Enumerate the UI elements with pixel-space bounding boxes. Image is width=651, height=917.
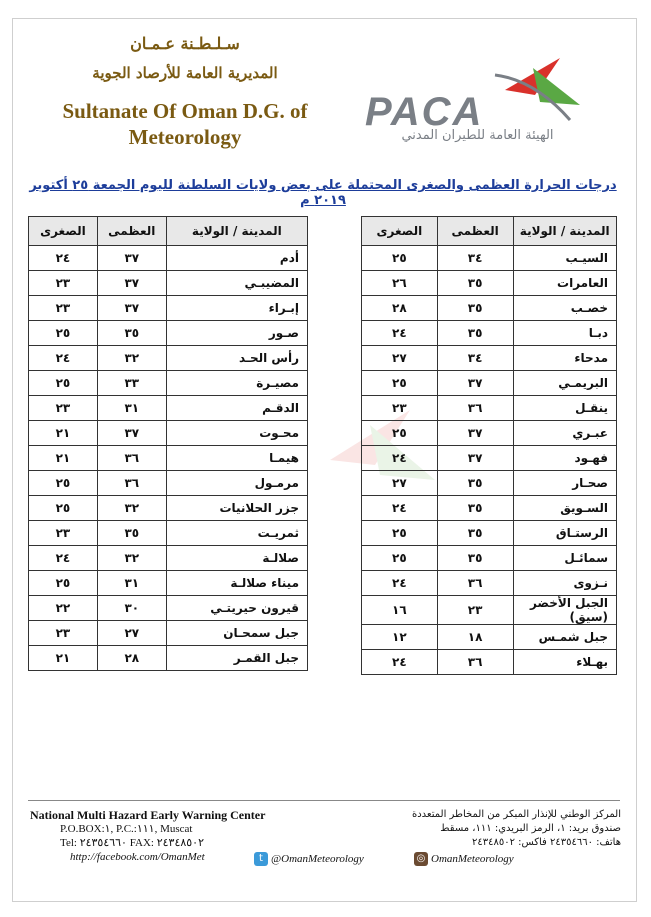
- min-temp-cell: ٢٥: [29, 496, 98, 521]
- table-row: [29, 646, 308, 671]
- table-row: [29, 271, 308, 296]
- instagram-handle-text: OmanMeteorology: [431, 853, 514, 865]
- max-temp-cell: ٢٣: [437, 596, 513, 625]
- table-row: [362, 346, 617, 371]
- city-cell: بهـلاء: [513, 650, 617, 675]
- min-temp-cell: ١٢: [362, 625, 438, 650]
- footer-address-en: P.O.BOX:١, P.C.:١١١, Muscat: [60, 823, 193, 835]
- temperature-table-left: [28, 216, 308, 671]
- max-temp-cell: ٣٧: [97, 421, 166, 446]
- min-temp-cell: ٢٥: [29, 321, 98, 346]
- max-temp-cell: ٣٥: [437, 271, 513, 296]
- city-cell: السـويق: [513, 496, 617, 521]
- max-temp-cell: ٣١: [97, 396, 166, 421]
- min-temp-cell: ٢٣: [29, 271, 98, 296]
- city-cell: هيمـا: [166, 446, 307, 471]
- max-temp-cell: ٣٧: [437, 421, 513, 446]
- city-cell: الجبل الأخضر (سيق): [513, 596, 617, 625]
- column-header-min: الصغرى: [362, 217, 438, 246]
- table-header-row: [29, 217, 308, 246]
- table-row: [29, 321, 308, 346]
- twitter-icon: t: [254, 852, 268, 866]
- max-temp-cell: ٢٨: [97, 646, 166, 671]
- footer-arabic: [412, 808, 621, 850]
- city-cell: ينقـل: [513, 396, 617, 421]
- min-temp-cell: ٢٥: [362, 546, 438, 571]
- max-temp-cell: ٣٤: [437, 246, 513, 271]
- table-row: [362, 371, 617, 396]
- max-temp-cell: ٣٥: [437, 546, 513, 571]
- min-temp-cell: ٢٦: [362, 271, 438, 296]
- max-temp-cell: ١٨: [437, 625, 513, 650]
- max-temp-cell: ٢٧: [97, 621, 166, 646]
- table-row: [362, 596, 617, 625]
- max-temp-cell: ٣٦: [97, 446, 166, 471]
- min-temp-cell: ٢٥: [362, 421, 438, 446]
- min-temp-cell: ٢٥: [29, 371, 98, 396]
- city-cell: فهـود: [513, 446, 617, 471]
- city-cell: إبـراء: [166, 296, 307, 321]
- max-temp-cell: ٣٧: [97, 296, 166, 321]
- footer-tel-ar: هاتف: ٢٤٣٥٤٦٦٠ فاكس: ٢٤٣٤٨٥٠٢: [471, 837, 621, 848]
- min-temp-cell: ٢٤: [29, 546, 98, 571]
- min-temp-cell: ٢٣: [29, 396, 98, 421]
- max-temp-cell: ٣٥: [437, 471, 513, 496]
- column-header-max: العظمى: [97, 217, 166, 246]
- table-row: [29, 546, 308, 571]
- footer-tel-en: Tel: ٢٤٣٥٤٦٦٠ FAX: ٢٤٣٤٨٥٠٢: [60, 837, 204, 849]
- max-temp-cell: ٣٥: [437, 321, 513, 346]
- max-temp-cell: ٣٧: [437, 371, 513, 396]
- max-temp-cell: ٣٧: [437, 446, 513, 471]
- table-row: [29, 621, 308, 646]
- twitter-handle[interactable]: [254, 852, 364, 866]
- min-temp-cell: ٢٣: [29, 296, 98, 321]
- footer-divider: [28, 800, 620, 801]
- city-cell: محـوت: [166, 421, 307, 446]
- min-temp-cell: ٢٣: [29, 621, 98, 646]
- city-cell: مصيـرة: [166, 371, 307, 396]
- header-arabic-directorate: المديرية العامة للأرصاد الجوية: [92, 64, 278, 82]
- header-english-line1: Sultanate Of Oman D.G. of: [62, 99, 308, 123]
- table-row: [362, 246, 617, 271]
- table-row: [29, 571, 308, 596]
- table-row: [362, 421, 617, 446]
- table-row: [362, 471, 617, 496]
- max-temp-cell: ٣٢: [97, 346, 166, 371]
- column-header-min: الصغرى: [29, 217, 98, 246]
- city-cell: سمائـل: [513, 546, 617, 571]
- table-row: [29, 296, 308, 321]
- table-row: [29, 521, 308, 546]
- table-row: [29, 246, 308, 271]
- table-row: [29, 471, 308, 496]
- min-temp-cell: ٢٥: [362, 371, 438, 396]
- column-header-city: المدينة / الولاية: [166, 217, 307, 246]
- city-cell: البريمـي: [513, 371, 617, 396]
- header-english-line2: Meteorology: [128, 125, 242, 149]
- temperature-table-right: [361, 216, 617, 675]
- max-temp-cell: ٣٧: [97, 271, 166, 296]
- paca-logo-text: PACA: [365, 90, 484, 134]
- twitter-handle-text: @OmanMeteorology: [271, 853, 364, 865]
- max-temp-cell: ٣٣: [97, 371, 166, 396]
- table-row: [362, 625, 617, 650]
- max-temp-cell: ٣١: [97, 571, 166, 596]
- city-cell: جبل شمـس: [513, 625, 617, 650]
- table-row: [362, 271, 617, 296]
- table-row: [29, 396, 308, 421]
- city-cell: العامرات: [513, 271, 617, 296]
- min-temp-cell: ٢٣: [29, 521, 98, 546]
- min-temp-cell: ٢١: [29, 421, 98, 446]
- city-cell: دبـا: [513, 321, 617, 346]
- table-row: [362, 571, 617, 596]
- table-row: [362, 546, 617, 571]
- city-cell: خصـب: [513, 296, 617, 321]
- table-row: [29, 446, 308, 471]
- min-temp-cell: ٢٢: [29, 596, 98, 621]
- min-temp-cell: ٢٤: [362, 571, 438, 596]
- max-temp-cell: ٣٥: [437, 521, 513, 546]
- paca-logo-subtitle: الهيئة العامة للطيران المدني: [401, 128, 554, 143]
- footer-center-name-en: National Multi Hazard Early Warning Center: [30, 808, 266, 822]
- table-row: [29, 346, 308, 371]
- table-row: [29, 496, 308, 521]
- max-temp-cell: ٣٤: [437, 346, 513, 371]
- min-temp-cell: ٢٤: [362, 650, 438, 675]
- city-cell: نـزوى: [513, 571, 617, 596]
- table-row: [29, 596, 308, 621]
- max-temp-cell: ٣٦: [97, 471, 166, 496]
- instagram-handle[interactable]: [414, 852, 514, 866]
- city-cell: ثمريـت: [166, 521, 307, 546]
- max-temp-cell: ٣٦: [437, 396, 513, 421]
- footer-english: [30, 808, 265, 864]
- city-cell: رأس الحـد: [166, 346, 307, 371]
- city-cell: المضيبـي: [166, 271, 307, 296]
- min-temp-cell: ٢٤: [362, 496, 438, 521]
- table-row: [362, 496, 617, 521]
- table-row: [29, 421, 308, 446]
- table-row: [362, 296, 617, 321]
- table-row: [362, 321, 617, 346]
- header-english-title: [60, 98, 310, 150]
- table-row: [362, 521, 617, 546]
- max-temp-cell: ٣٥: [437, 296, 513, 321]
- min-temp-cell: ٢٤: [29, 246, 98, 271]
- footer-address-ar: صندوق بريد: ١، الرمز البريدي: ١١١، مسقط: [440, 823, 621, 834]
- city-cell: الرستـاق: [513, 521, 617, 546]
- max-temp-cell: ٣٦: [437, 650, 513, 675]
- city-cell: مدحاء: [513, 346, 617, 371]
- city-cell: صـور: [166, 321, 307, 346]
- max-temp-cell: ٣٢: [97, 546, 166, 571]
- min-temp-cell: ٢٥: [362, 246, 438, 271]
- min-temp-cell: ٢٥: [29, 471, 98, 496]
- city-cell: جبل القمـر: [166, 646, 307, 671]
- table-row: [362, 396, 617, 421]
- column-header-city: المدينة / الولاية: [513, 217, 617, 246]
- city-cell: صحـار: [513, 471, 617, 496]
- min-temp-cell: ٢٨: [362, 296, 438, 321]
- min-temp-cell: ٢٥: [29, 571, 98, 596]
- city-cell: قيرون حيريتـي: [166, 596, 307, 621]
- city-cell: الدقـم: [166, 396, 307, 421]
- min-temp-cell: ١٦: [362, 596, 438, 625]
- max-temp-cell: ٣٢: [97, 496, 166, 521]
- city-cell: صلالـة: [166, 546, 307, 571]
- min-temp-cell: ٢١: [29, 646, 98, 671]
- min-temp-cell: ٢٧: [362, 471, 438, 496]
- city-cell: عبـري: [513, 421, 617, 446]
- instagram-icon: ◎: [414, 852, 428, 866]
- min-temp-cell: ٢٤: [29, 346, 98, 371]
- city-cell: جبل سمحـان: [166, 621, 307, 646]
- max-temp-cell: ٣٥: [97, 521, 166, 546]
- column-header-max: العظمى: [437, 217, 513, 246]
- city-cell: السيـب: [513, 246, 617, 271]
- city-cell: أدم: [166, 246, 307, 271]
- city-cell: ميناء صلالـة: [166, 571, 307, 596]
- city-cell: مرمـول: [166, 471, 307, 496]
- max-temp-cell: ٣٥: [437, 496, 513, 521]
- min-temp-cell: ٢٤: [362, 446, 438, 471]
- min-temp-cell: ٢١: [29, 446, 98, 471]
- table-row: [362, 446, 617, 471]
- min-temp-cell: ٢٣: [362, 396, 438, 421]
- city-cell: جزر الحلانيات: [166, 496, 307, 521]
- min-temp-cell: ٢٥: [362, 521, 438, 546]
- header-arabic-country: سـلـطـنة عـمـان: [130, 34, 240, 53]
- table-row: [362, 650, 617, 675]
- min-temp-cell: ٢٧: [362, 346, 438, 371]
- max-temp-cell: ٣٠: [97, 596, 166, 621]
- max-temp-cell: ٣٧: [97, 246, 166, 271]
- table-header-row: [362, 217, 617, 246]
- page-title: درجات الحرارة العظمى والصغرى المحتملة على بعض ولايات السلطنة لليوم الجمعة ٢٥ أكتوبر ٢٠١٩ م: [29, 178, 617, 208]
- facebook-link[interactable]: http://facebook.com/OmanMet: [70, 851, 205, 863]
- min-temp-cell: ٢٤: [362, 321, 438, 346]
- max-temp-cell: ٣٦: [437, 571, 513, 596]
- max-temp-cell: ٣٥: [97, 321, 166, 346]
- table-row: [29, 371, 308, 396]
- footer-center-name-ar: المركز الوطني للإنذار المبكر من المخاطر المتعددة: [411, 809, 621, 820]
